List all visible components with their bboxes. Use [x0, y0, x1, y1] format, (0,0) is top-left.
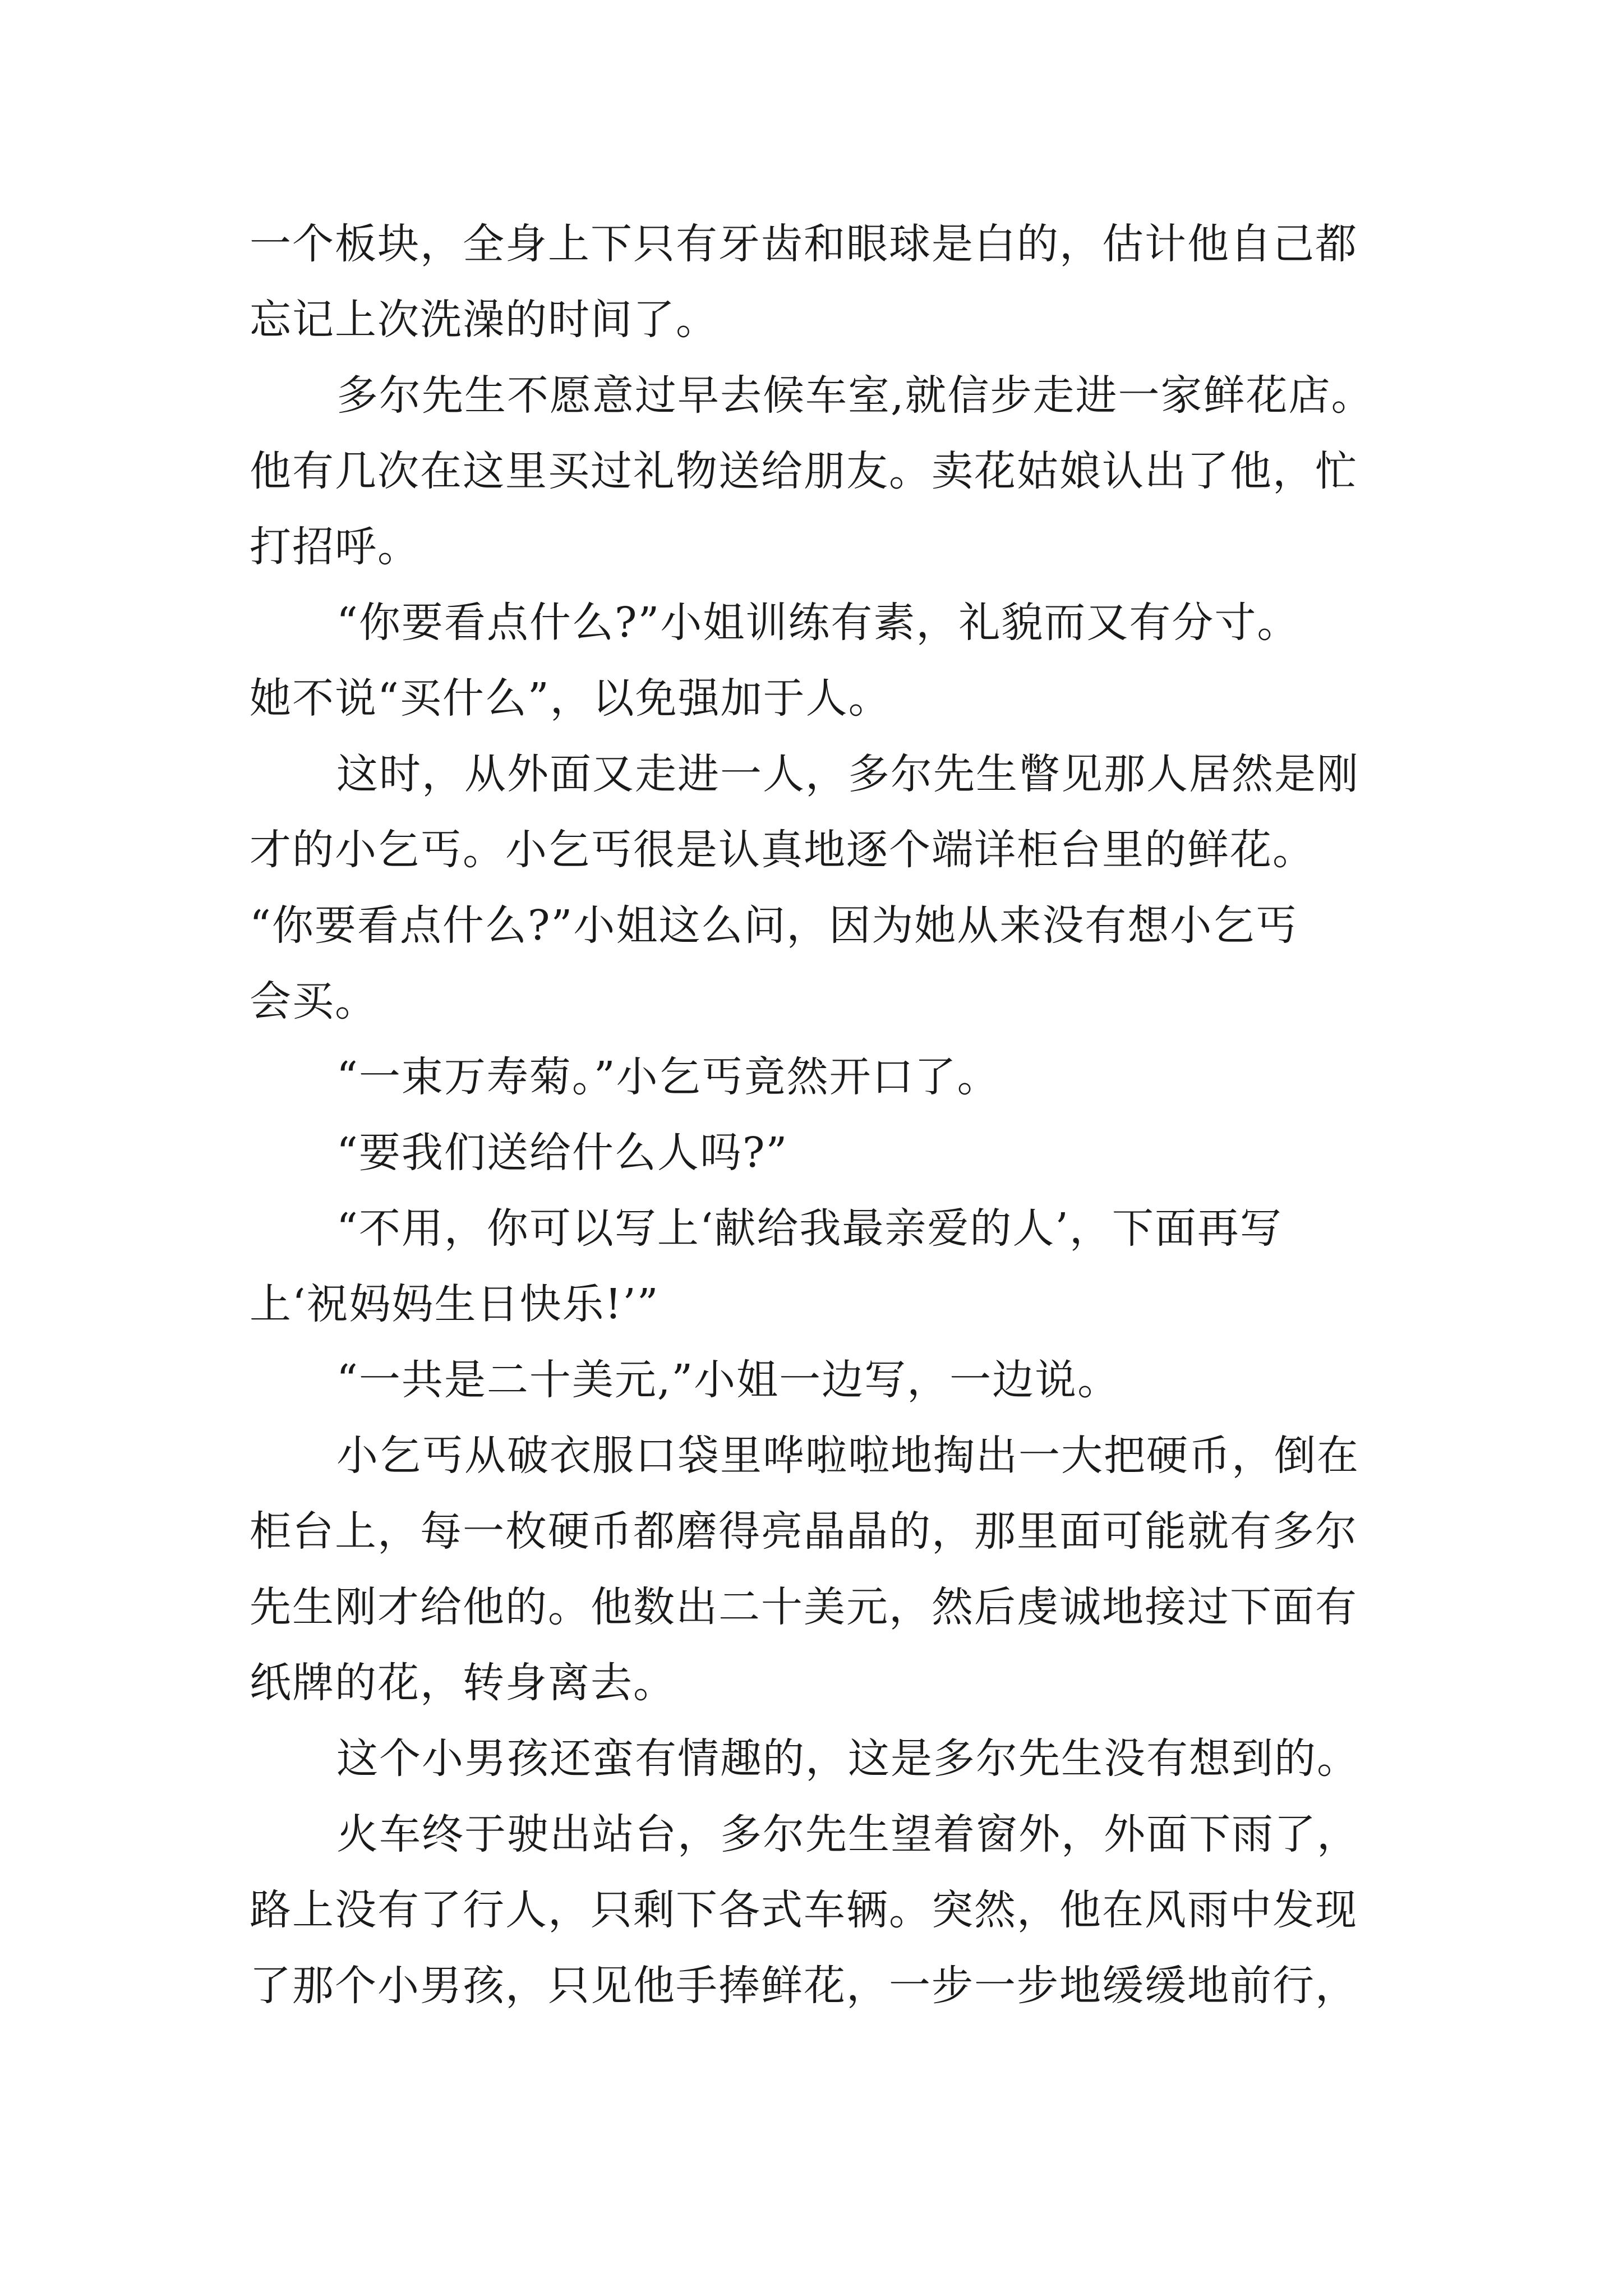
text-line: 他有几次在这里买过礼物送给朋友。卖花姑娘认出了他，忙: [250, 447, 1358, 495]
paragraph-first-line: “一共是二十美元,”小姐一边写，一边说。: [336, 1356, 1121, 1404]
text-line: 纸牌的花，转身离去。: [250, 1659, 676, 1707]
paragraph-first-line: “要我们送给什么人吗?”: [336, 1129, 789, 1177]
paragraph-first-line: “你要看点什么?”小姐训练有素，礼貌而又有分寸。: [336, 599, 1300, 647]
text-line: 会买。: [250, 977, 377, 1025]
paragraph-first-line: 这时，从外面又走进一人，多尔先生瞥见那人居然是刚: [336, 750, 1359, 798]
paragraph-first-line: 这个小男孩还蛮有情趣的，这是多尔先生没有想到的。: [336, 1734, 1359, 1783]
text-line: “你要看点什么?”小姐这么问，因为她从来没有想小乞丐: [250, 901, 1298, 950]
text-line: 她不说“买什么”，以免强加于人。: [250, 674, 891, 723]
paragraph-first-line: “一束万寿菊。”小乞丐竟然开口了。: [336, 1053, 1000, 1101]
paragraph-first-line: 火车终于驶出站台，多尔先生望着窗外，外面下雨了，: [336, 1810, 1359, 1858]
paragraph-first-line: “不用，你可以写上‘献给我最亲爱的人’，下面再写: [336, 1204, 1283, 1253]
paragraph-first-line: 多尔先生不愿意过早去候车室,就信步走进一家鲜花店。: [336, 371, 1374, 420]
text-line: 柜台上，每一枚硬币都磨得亮晶晶的，那里面可能就有多尔: [250, 1507, 1358, 1556]
text-line: 一个板块，全身上下只有牙齿和眼球是白的，估计他自己都: [250, 220, 1358, 268]
text-line: 了那个小男孩，只见他手捧鲜花，一步一步地缓缓地前行，: [250, 1962, 1358, 2010]
text-line: 忘记上次洗澡的时间了。: [250, 296, 718, 344]
text-line: 路上没有了行人，只剩下各式车辆。突然，他在风雨中发现: [250, 1886, 1358, 1934]
text-line: 才的小乞丐。小乞丐很是认真地逐个端详柜台里的鲜花。: [250, 826, 1315, 874]
text-line: 上‘祝妈妈生日快乐!’”: [250, 1280, 660, 1328]
paragraph-first-line: 小乞丐从破衣服口袋里哗啦啦地掏出一大把硬币，倒在: [336, 1432, 1359, 1480]
text-line: 先生刚才给他的。他数出二十美元，然后虔诚地接过下面有: [250, 1583, 1358, 1631]
text-line: 打招呼。: [250, 523, 420, 571]
